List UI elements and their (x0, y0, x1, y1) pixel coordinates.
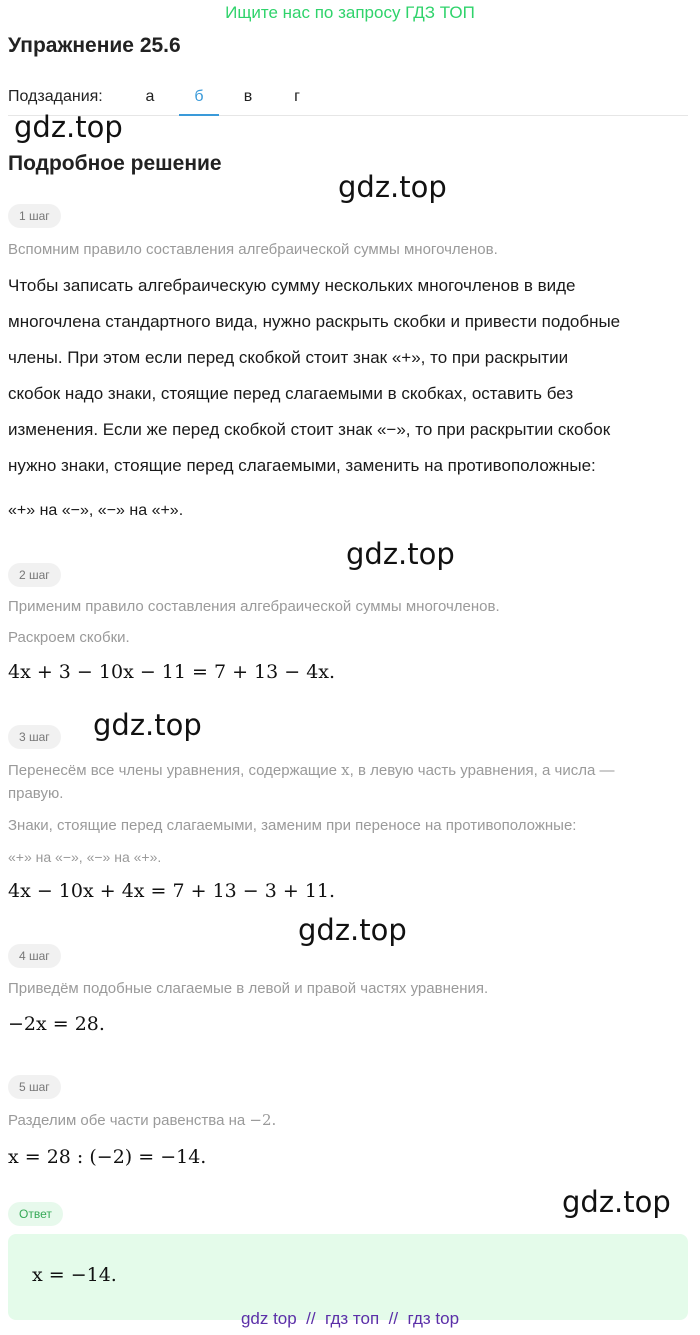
step-hint: «+» на «−», «−» на «+». (8, 849, 162, 865)
step-formula: x = 28 : (−2) = −14. (8, 1146, 207, 1168)
step-hint (8, 758, 688, 783)
watermark: gdz.top (14, 110, 123, 144)
hint-text: Разделим обе части равенства на (8, 1112, 246, 1129)
hint-variable: x (341, 761, 350, 779)
step-hint: Применим правило составления алгебраической суммы многочленов. (8, 598, 500, 615)
watermark: gdz.top (562, 1185, 671, 1219)
watermark: gdz.top (338, 170, 447, 204)
tab-g[interactable]: г (294, 88, 300, 105)
subtasks-label: Подзадания: (8, 88, 103, 105)
sign-rule-note: «+» на «−», «−» на «+». (8, 502, 184, 519)
step-hint: Раскроем скобки. (8, 629, 130, 646)
step-badge: 5 шаг (8, 1075, 61, 1099)
footer-links: gdz top // гдз топ // гдз top (240, 1309, 460, 1328)
step-badge: 3 шаг (8, 725, 61, 749)
step-formula: −2x = 28. (8, 1013, 105, 1035)
hint-value: −2. (249, 1111, 277, 1129)
rule-line: нужно знаки, стоящие перед слагаемыми, заменить на противоположные: (8, 456, 596, 475)
watermark: gdz.top (346, 537, 455, 571)
answer-badge: Ответ (8, 1202, 63, 1226)
step-badge: 1 шаг (8, 204, 61, 228)
tab-a[interactable]: а (145, 88, 155, 105)
step-hint: правую. (8, 785, 64, 802)
answer-formula: x = −14. (32, 1264, 117, 1286)
step-hint (8, 1108, 688, 1133)
tab-v[interactable]: в (243, 88, 253, 105)
step-formula: 4x + 3 − 10x − 11 = 7 + 13 − 4x. (8, 661, 336, 683)
step-formula: 4x − 10x + 4x = 7 + 13 − 3 + 11. (8, 880, 336, 902)
tab-b[interactable]: б (179, 88, 219, 116)
rule-line: Чтобы записать алгебраическую сумму нескольких многочленов в виде (8, 276, 576, 295)
section-title: Подробное решение (8, 152, 222, 175)
step-badge: 4 шаг (8, 944, 61, 968)
rule-line: многочлена стандартного вида, нужно раскрыть скобки и привести подобные (8, 312, 621, 331)
step-hint: Приведём подобные слагаемые в левой и правой частях уравнения. (8, 980, 489, 997)
watermark: gdz.top (298, 913, 407, 947)
hint-text: , в левую часть уравнения, а числа — (349, 762, 615, 779)
rule-line: скобок надо знаки, стоящие перед слагаемыми в скобках, оставить без (8, 384, 574, 403)
hint-text: Перенесём все члены уравнения, содержащие (8, 762, 337, 779)
rule-text (8, 268, 692, 484)
step-hint: Вспомним правило составления алгебраической суммы многочленов. (8, 241, 498, 258)
page-title: Упражнение 25.6 (8, 34, 181, 57)
watermark: gdz.top (93, 708, 202, 742)
step-hint: Знаки, стоящие перед слагаемыми, заменим при переносе на противоположные: (8, 817, 577, 834)
top-banner: Ищите нас по запросу ГДЗ ТОП (225, 3, 475, 22)
step-badge: 2 шаг (8, 563, 61, 587)
answer-box (8, 1234, 688, 1320)
rule-line: члены. При этом если перед скобкой стоит знак «+», то при раскрытии (8, 348, 569, 367)
rule-line: изменения. Если же перед скобкой стоит знак «−», то при раскрытии скобок (8, 420, 611, 439)
